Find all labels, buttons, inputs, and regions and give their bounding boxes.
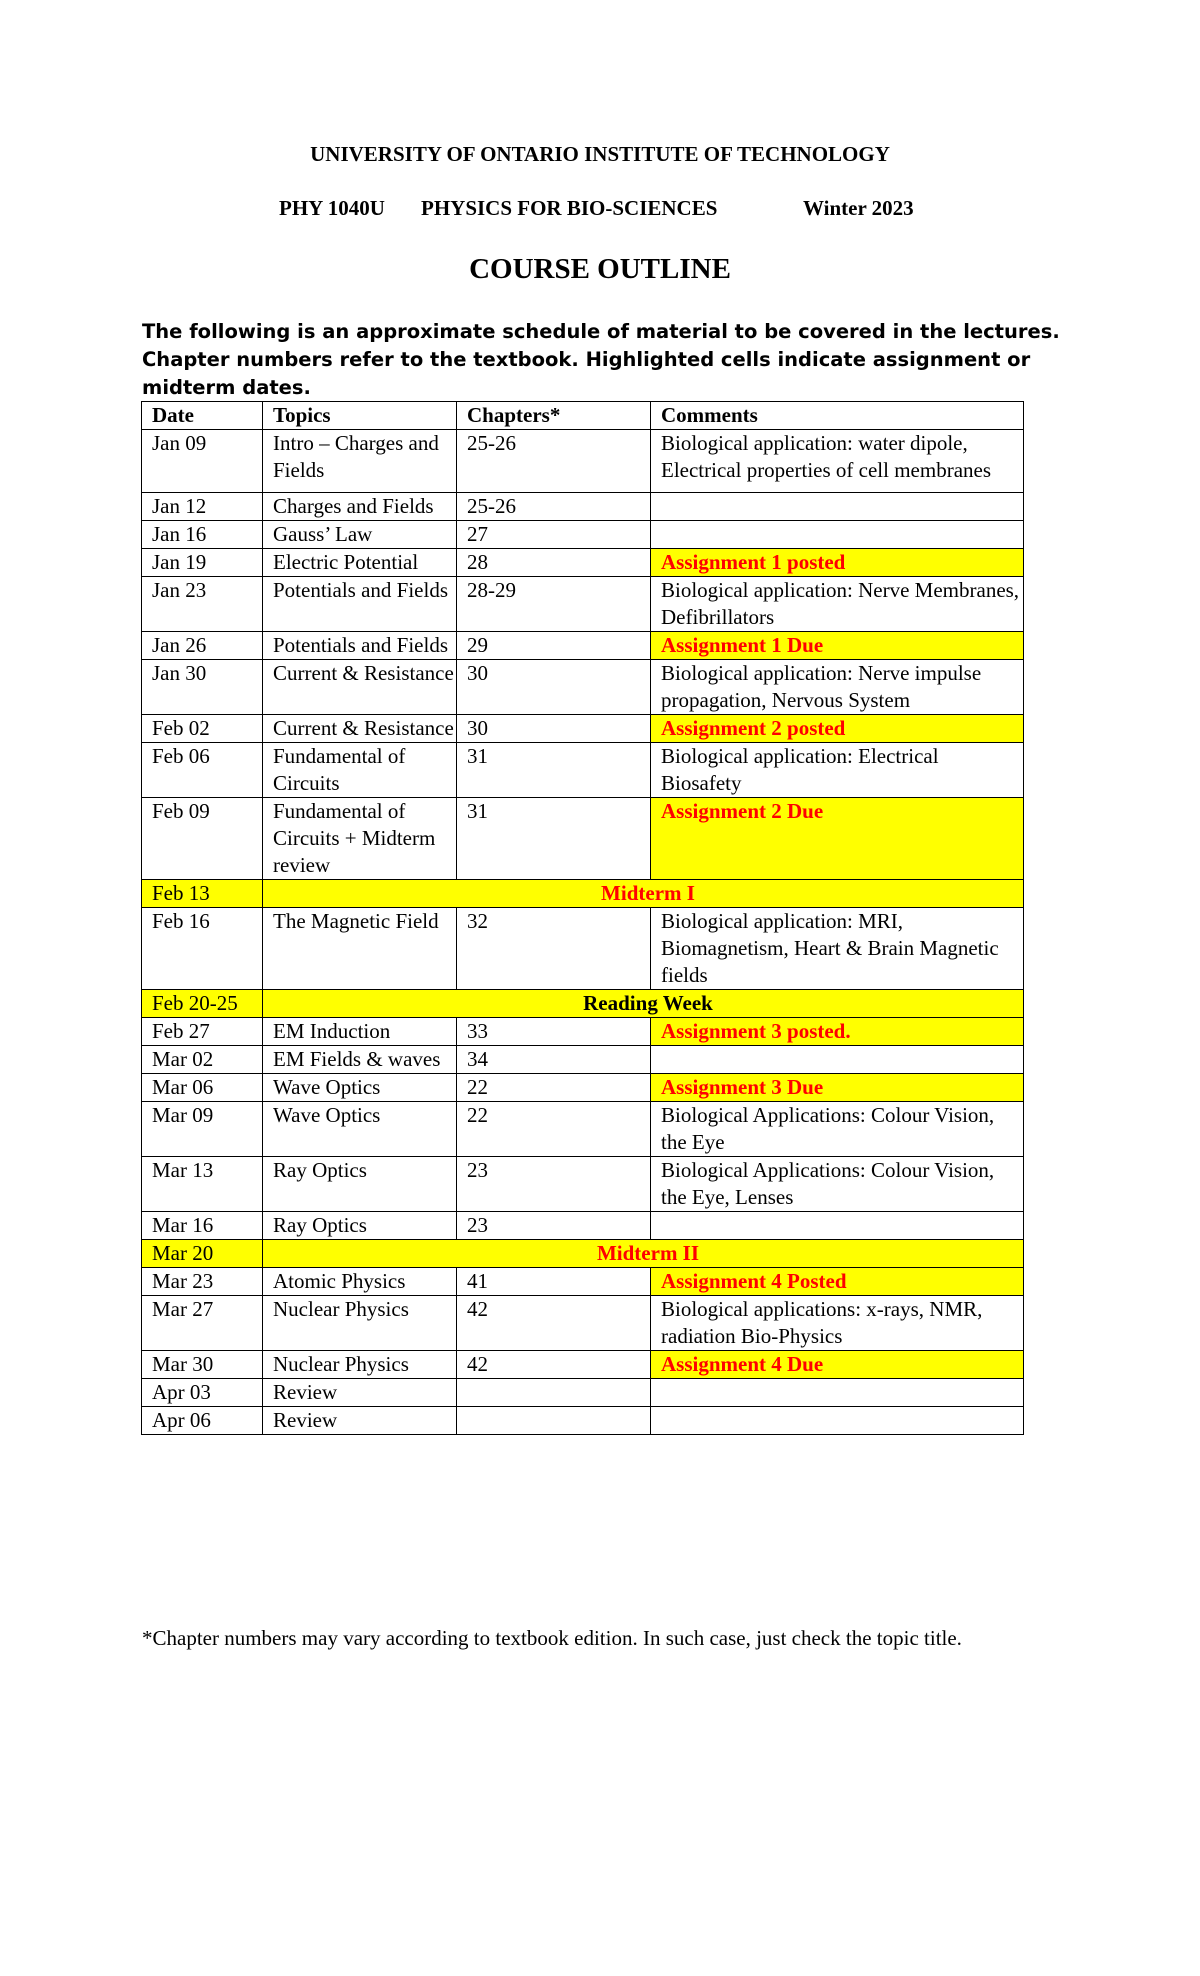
row-comment: Biological applications: x-rays, NMR, radiation Bio-Physics	[651, 1296, 1024, 1351]
row-date: Feb 13	[142, 880, 263, 908]
row-comment	[651, 521, 1024, 549]
row-chapters: 34	[457, 1046, 651, 1074]
row-date: Jan 09	[142, 430, 263, 493]
row-chapters: 25-26	[457, 430, 651, 493]
row-comment: Assignment 1 posted	[651, 549, 1024, 577]
row-chapters: 29	[457, 632, 651, 660]
table-header-row	[142, 402, 1024, 430]
table-row	[142, 549, 1024, 577]
row-date: Jan 12	[142, 493, 263, 521]
row-date: Feb 16	[142, 908, 263, 990]
row-date: Mar 13	[142, 1157, 263, 1212]
row-date: Apr 03	[142, 1379, 263, 1407]
row-topic: Potentials and Fields	[263, 632, 457, 660]
table-row	[142, 1407, 1024, 1435]
table-row	[142, 493, 1024, 521]
row-comment: Assignment 1 Due	[651, 632, 1024, 660]
row-date: Mar 30	[142, 1351, 263, 1379]
intro-paragraph: The following is an approximate schedule of material to be covered in the lectures. Chapter numbers refer to the textbook. Highlighted cells indicate assignment or midterm dates.	[142, 320, 1060, 399]
row-date: Mar 16	[142, 1212, 263, 1240]
row-chapters	[457, 1379, 651, 1407]
row-date: Apr 06	[142, 1407, 263, 1435]
row-topic: Ray Optics	[263, 1157, 457, 1212]
row-chapters: 22	[457, 1074, 651, 1102]
header-topics: Topics	[263, 402, 457, 430]
row-comment	[651, 1379, 1024, 1407]
document-title: COURSE OUTLINE	[469, 253, 731, 285]
row-topic: Wave Optics	[263, 1102, 457, 1157]
row-comment	[651, 1407, 1024, 1435]
table-row	[142, 1157, 1024, 1212]
row-chapters: 23	[457, 1157, 651, 1212]
table-row	[142, 430, 1024, 493]
table-row	[142, 990, 1024, 1018]
table-row	[142, 1268, 1024, 1296]
row-chapters: 30	[457, 660, 651, 715]
row-date: Mar 20	[142, 1240, 263, 1268]
row-chapters: 32	[457, 908, 651, 990]
row-date: Feb 06	[142, 743, 263, 798]
table-row	[142, 880, 1024, 908]
table-row	[142, 743, 1024, 798]
row-chapters: 28-29	[457, 577, 651, 632]
row-comment: Assignment 4 Posted	[651, 1268, 1024, 1296]
table-row	[142, 1296, 1024, 1351]
row-topic: Charges and Fields	[263, 493, 457, 521]
table-row	[142, 577, 1024, 632]
row-date: Jan 19	[142, 549, 263, 577]
schedule-body	[142, 430, 1024, 1435]
row-date: Mar 06	[142, 1074, 263, 1102]
header-chapters: Chapters*	[457, 402, 651, 430]
table-row	[142, 1379, 1024, 1407]
table-row	[142, 1240, 1024, 1268]
row-chapters: 22	[457, 1102, 651, 1157]
row-chapters	[457, 1407, 651, 1435]
row-topic: EM Fields & waves	[263, 1046, 457, 1074]
row-comment: Biological application: water dipole, Electrical properties of cell membranes	[651, 430, 1024, 493]
row-topic: Intro – Charges and Fields	[263, 430, 457, 493]
table-row	[142, 660, 1024, 715]
row-topic: EM Induction	[263, 1018, 457, 1046]
row-topic: The Magnetic Field	[263, 908, 457, 990]
row-topic: Electric Potential	[263, 549, 457, 577]
row-topic: Fundamental of Circuits + Midterm review	[263, 798, 457, 880]
header-date: Date	[142, 402, 263, 430]
table-row	[142, 1046, 1024, 1074]
row-topic: Gauss’ Law	[263, 521, 457, 549]
row-date: Feb 27	[142, 1018, 263, 1046]
course-name: PHYSICS FOR BIO-SCIENCES	[421, 196, 718, 220]
table-row	[142, 1351, 1024, 1379]
schedule-table	[141, 401, 1024, 1435]
row-chapters: 31	[457, 743, 651, 798]
row-date: Mar 23	[142, 1268, 263, 1296]
university-name: UNIVERSITY OF ONTARIO INSTITUTE OF TECHNOLOGY	[310, 142, 890, 166]
row-date: Feb 09	[142, 798, 263, 880]
course-term: Winter 2023	[803, 196, 914, 220]
row-comment: Biological application: Nerve Membranes, Defibrillators	[651, 577, 1024, 632]
course-code: PHY 1040U	[279, 196, 385, 220]
row-date: Jan 26	[142, 632, 263, 660]
row-chapters: 31	[457, 798, 651, 880]
row-chapters: 42	[457, 1351, 651, 1379]
row-chapters: 28	[457, 549, 651, 577]
table-row	[142, 715, 1024, 743]
row-comment: Biological Applications: Colour Vision, the Eye, Lenses	[651, 1157, 1024, 1212]
row-date: Feb 20-25	[142, 990, 263, 1018]
row-date: Jan 30	[142, 660, 263, 715]
row-date: Feb 02	[142, 715, 263, 743]
row-topic: Current & Resistance	[263, 660, 457, 715]
row-chapters: 30	[457, 715, 651, 743]
row-topic: Ray Optics	[263, 1212, 457, 1240]
row-topic: Atomic Physics	[263, 1268, 457, 1296]
row-topic: Review	[263, 1407, 457, 1435]
row-comment: Assignment 3 posted.	[651, 1018, 1024, 1046]
row-event: Midterm II	[263, 1240, 1024, 1268]
row-topic: Fundamental of Circuits	[263, 743, 457, 798]
row-comment	[651, 1212, 1024, 1240]
row-comment: Biological application: MRI, Biomagnetism, Heart & Brain Magnetic fields	[651, 908, 1024, 990]
row-topic: Wave Optics	[263, 1074, 457, 1102]
row-date: Mar 02	[142, 1046, 263, 1074]
row-topic: Potentials and Fields	[263, 577, 457, 632]
row-chapters: 42	[457, 1296, 651, 1351]
footnote: *Chapter numbers may vary according to textbook edition. In such case, just check the topic title.	[142, 1626, 962, 1650]
row-date: Jan 16	[142, 521, 263, 549]
row-comment	[651, 493, 1024, 521]
row-date: Mar 27	[142, 1296, 263, 1351]
row-chapters: 27	[457, 521, 651, 549]
row-topic: Current & Resistance	[263, 715, 457, 743]
row-chapters: 25-26	[457, 493, 651, 521]
table-row	[142, 632, 1024, 660]
row-chapters: 33	[457, 1018, 651, 1046]
row-chapters: 41	[457, 1268, 651, 1296]
table-row	[142, 1212, 1024, 1240]
header-comments: Comments	[651, 402, 1024, 430]
table-row	[142, 908, 1024, 990]
row-comment: Biological application: Electrical Biosafety	[651, 743, 1024, 798]
row-topic: Nuclear Physics	[263, 1351, 457, 1379]
row-event: Midterm I	[263, 880, 1024, 908]
row-comment: Biological Applications: Colour Vision, the Eye	[651, 1102, 1024, 1157]
row-comment: Assignment 2 Due	[651, 798, 1024, 880]
table-row	[142, 1102, 1024, 1157]
row-chapters: 23	[457, 1212, 651, 1240]
row-comment: Assignment 3 Due	[651, 1074, 1024, 1102]
table-row	[142, 798, 1024, 880]
table-row	[142, 1018, 1024, 1046]
table-row	[142, 521, 1024, 549]
row-comment	[651, 1046, 1024, 1074]
row-topic: Nuclear Physics	[263, 1296, 457, 1351]
row-comment: Assignment 4 Due	[651, 1351, 1024, 1379]
row-date: Mar 09	[142, 1102, 263, 1157]
row-event: Reading Week	[263, 990, 1024, 1018]
row-comment: Assignment 2 posted	[651, 715, 1024, 743]
table-row	[142, 1074, 1024, 1102]
row-comment: Biological application: Nerve impulse propagation, Nervous System	[651, 660, 1024, 715]
row-date: Jan 23	[142, 577, 263, 632]
row-topic: Review	[263, 1379, 457, 1407]
